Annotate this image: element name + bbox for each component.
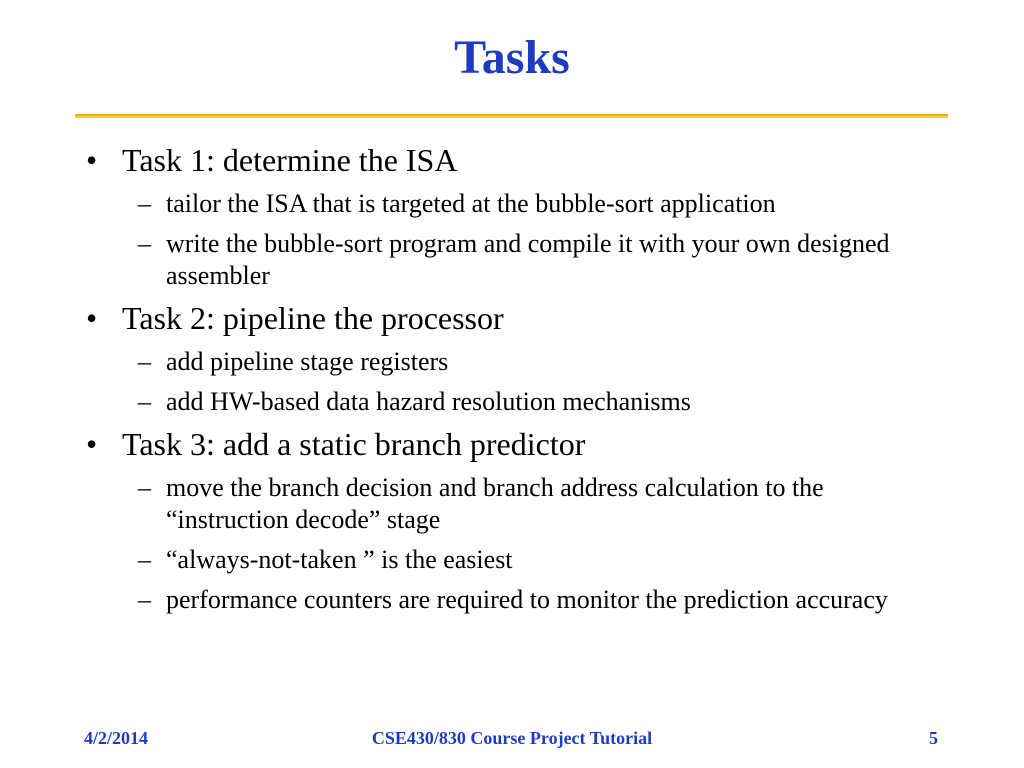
dash-marker: – <box>138 545 151 574</box>
bullet-text: Task 1: determine the ISA <box>122 142 458 178</box>
title-divider <box>75 114 948 118</box>
sub-item <box>86 472 946 536</box>
dash-marker: – <box>138 473 151 502</box>
sub-item <box>86 188 946 220</box>
sub-item-text: add HW-based data hazard resolution mechanisms <box>166 387 691 416</box>
footer-date: 4/2/2014 <box>84 728 149 748</box>
sub-item <box>86 386 946 418</box>
slide-content <box>86 134 946 616</box>
sub-item-text: add pipeline stage registers <box>166 347 449 376</box>
sub-item <box>86 228 946 292</box>
dash-marker: – <box>138 189 151 218</box>
sub-item-text: tailor the ISA that is targeted at the bubble-sort application <box>166 189 776 218</box>
bullet-marker: • <box>86 142 98 178</box>
dash-marker: – <box>138 585 151 614</box>
dash-marker: – <box>138 229 151 258</box>
bullet-marker: • <box>86 300 98 336</box>
bullet-text: Task 2: pipeline the processor <box>122 300 504 336</box>
dash-marker: – <box>138 387 151 416</box>
sub-item-text: move the branch decision and branch address calculation to the “instruction decode” stage <box>166 473 824 534</box>
sub-item-text: write the bubble-sort program and compile it with your own designed assembler <box>166 229 890 290</box>
sub-item <box>86 544 946 576</box>
bullet-item <box>86 298 946 338</box>
dash-marker: – <box>138 347 151 376</box>
sub-item-text: performance counters are required to monitor the prediction accuracy <box>166 585 888 614</box>
bullet-text: Task 3: add a static branch predictor <box>122 426 586 462</box>
slide-title: Tasks <box>454 31 570 84</box>
footer-course-title: CSE430/830 Course Project Tutorial <box>371 728 653 748</box>
sub-item <box>86 584 946 616</box>
page-number: 5 <box>929 728 938 748</box>
bullet-marker: • <box>86 426 98 462</box>
bullet-item <box>86 424 946 464</box>
sub-item-text: “always-not-taken ” is the easiest <box>166 545 513 574</box>
bullet-item <box>86 140 946 180</box>
sub-item <box>86 346 946 378</box>
